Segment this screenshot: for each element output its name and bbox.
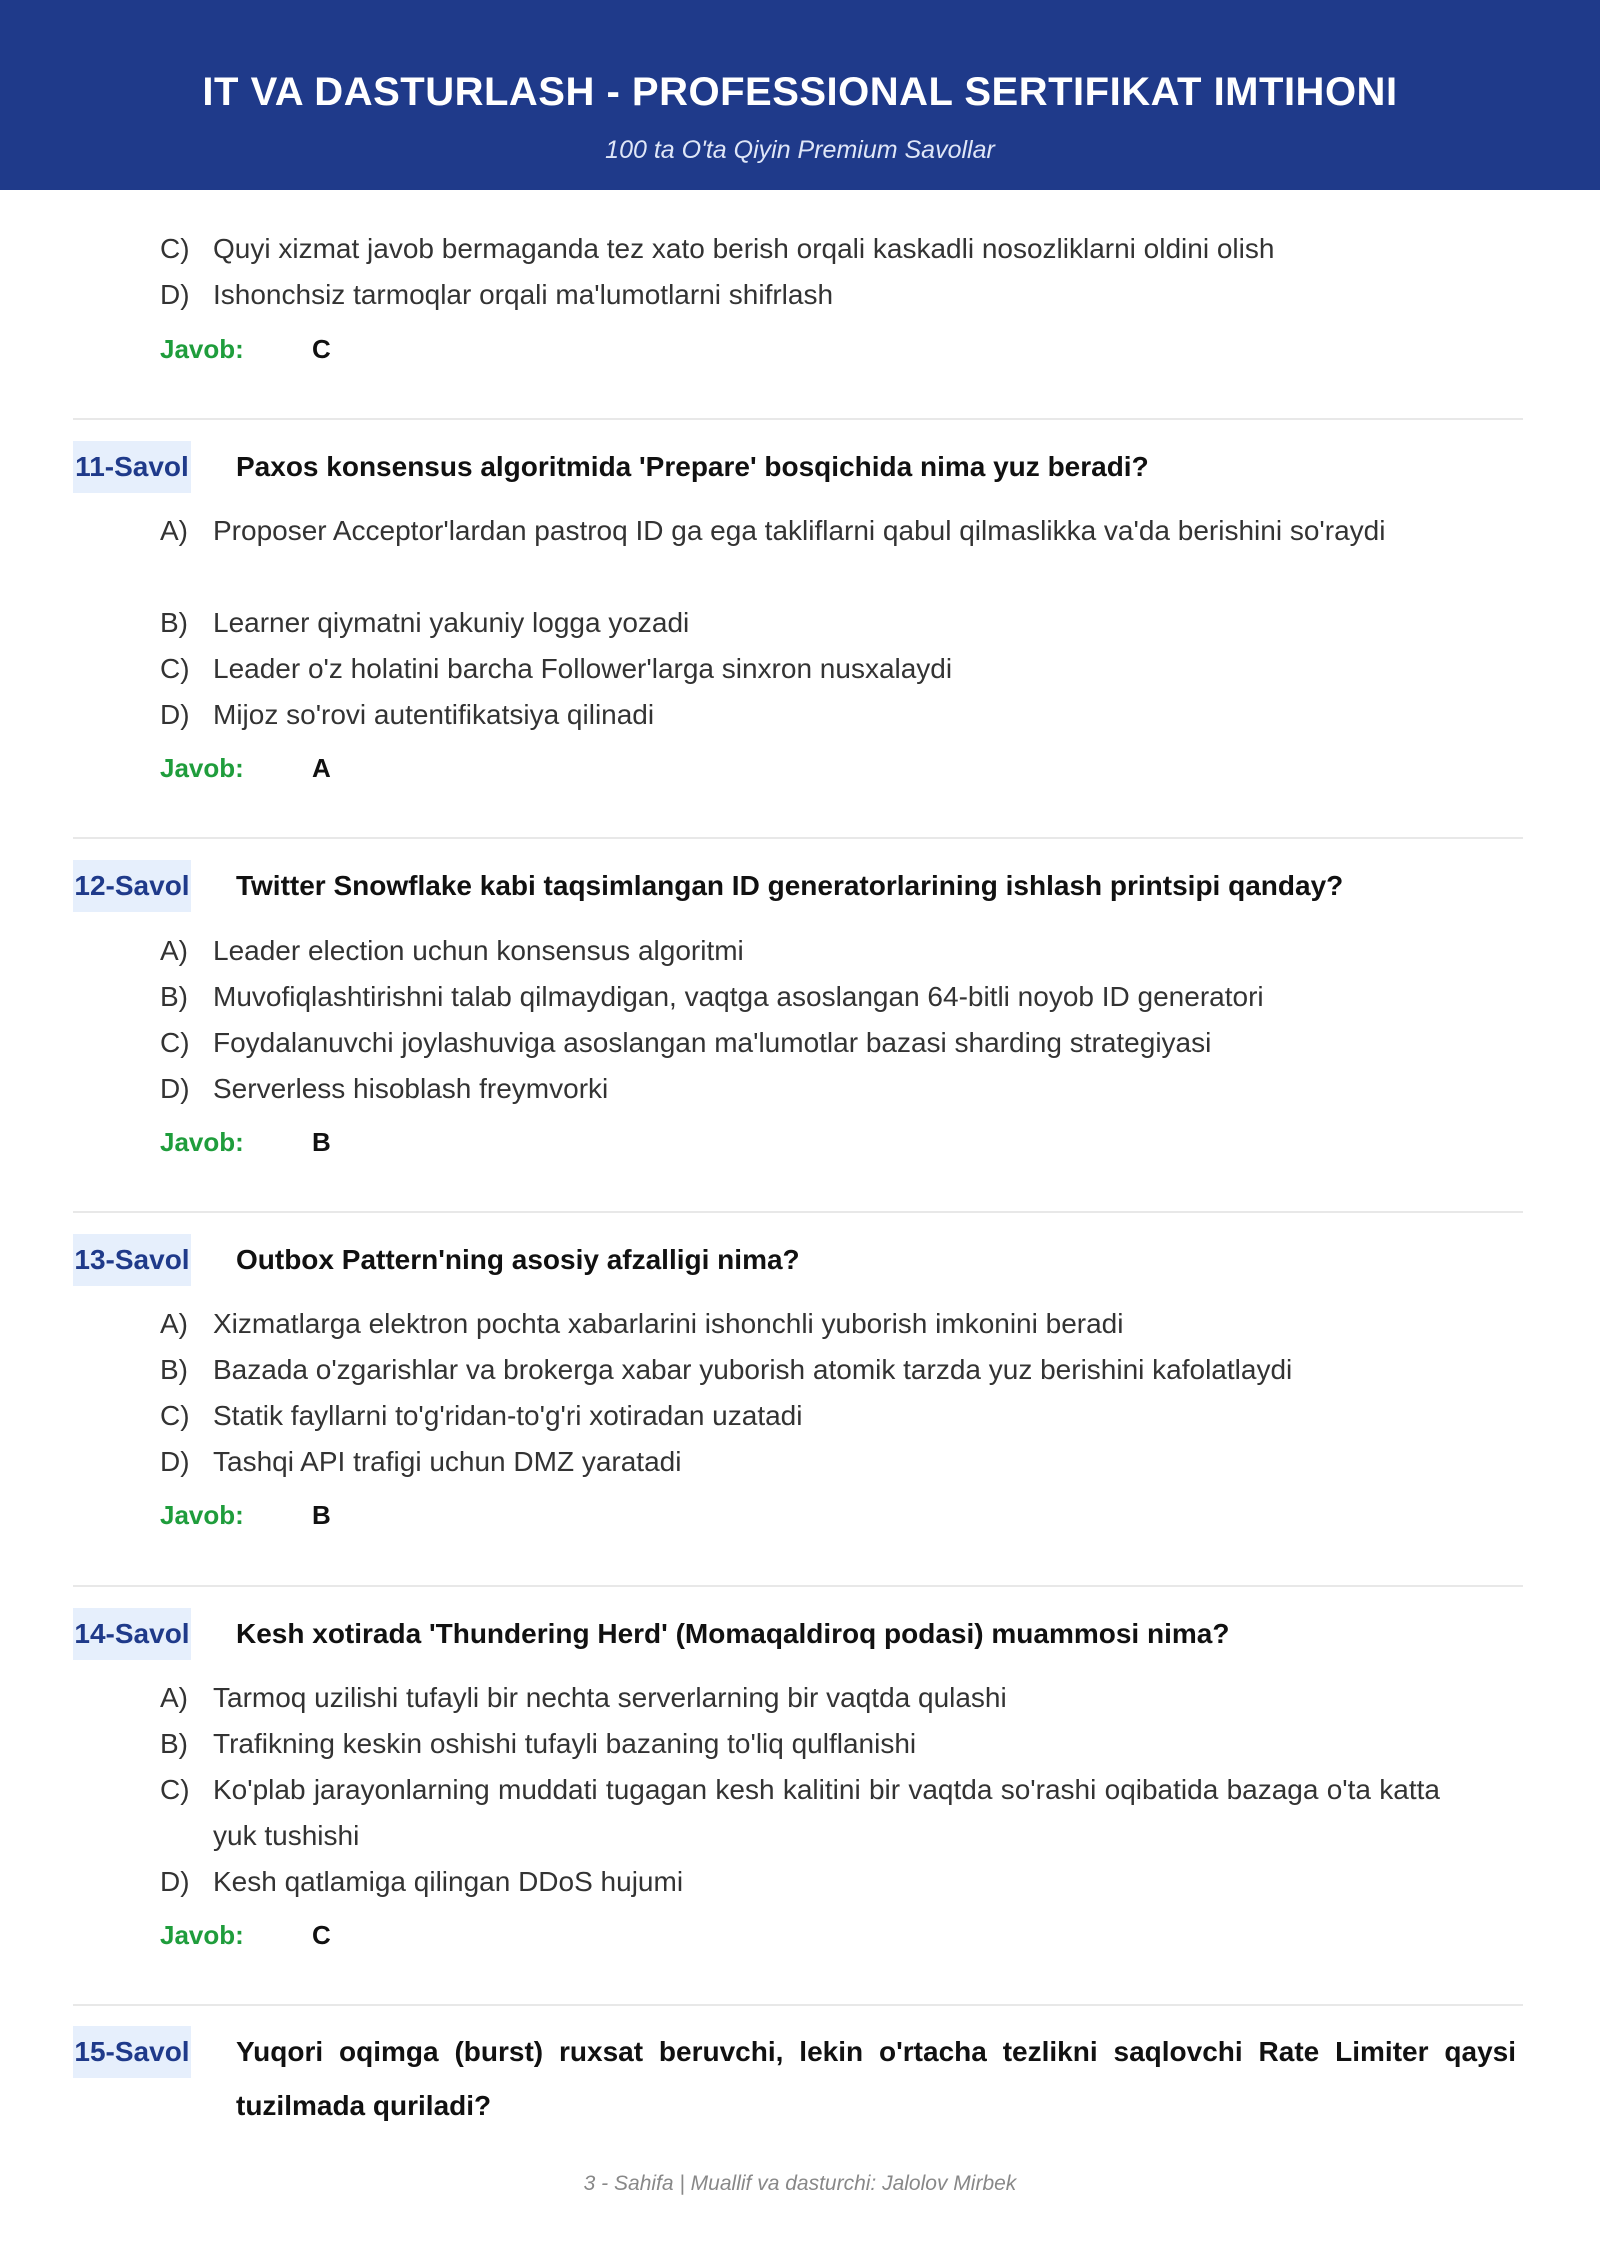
question-text: Outbox Pattern'ning asosiy afzalligi nima?: [236, 1244, 800, 1275]
option-letter: D): [160, 1073, 190, 1104]
document-subtitle: 100 ta O'ta Qiyin Premium Savollar: [605, 136, 995, 164]
option-text: Bazada o'zgarishlar va brokerga xabar yuborish atomik tarzda yuz berishini kafolatlaydi: [213, 1354, 1293, 1385]
option-letter: B): [160, 1354, 188, 1385]
option-text: Proposer Acceptor'lardan pastroq ID ga ega takliflarni qabul qilmaslikka va'da berishini so'raydi: [213, 515, 1386, 546]
option-text: Kesh qatlamiga qilingan DDoS hujumi: [213, 1866, 684, 1897]
option-b: [160, 600, 1440, 646]
option-a: [160, 508, 1440, 554]
option-c: [160, 646, 1440, 692]
option-c: [160, 1767, 1440, 1859]
option-letter: B): [160, 607, 188, 638]
option-d: [160, 1066, 1440, 1112]
answer-label: Javob:: [160, 1127, 244, 1157]
option-c: [160, 1020, 1440, 1066]
option-letter: D): [160, 699, 190, 730]
answer-value: C: [312, 334, 331, 364]
answer-value: A: [312, 753, 331, 783]
option-text: Ko'plab jarayonlarning muddati tugagan kesh kalitini bir vaqtda so'rashi oqibatida bazaga o'ta katta yuk tushishi: [213, 1774, 1440, 1851]
page-header: [0, 0, 1600, 190]
question-text: Kesh xotirada 'Thundering Herd' (Momaqaldiroq podasi) muammosi nima?: [236, 1618, 1230, 1649]
option-letter: C): [160, 653, 190, 684]
divider: [73, 1585, 1523, 1587]
question-text: Yuqori oqimga (burst) ruxsat beruvchi, lekin o'rtacha tezlikni saqlovchi Rate Limiter qaysi tuzilmada quriladi?: [236, 2036, 1516, 2121]
option-b: [160, 1347, 1440, 1393]
option-a: [160, 928, 1440, 974]
divider: [73, 1211, 1523, 1213]
option-d: [160, 1859, 1440, 1905]
divider: [73, 2004, 1523, 2006]
answer-label: Javob:: [160, 753, 244, 783]
option-d: [160, 272, 1440, 318]
question-text: Paxos konsensus algoritmida 'Prepare' bosqichida nima yuz beradi?: [236, 451, 1149, 482]
option-text: Serverless hisoblash freymvorki: [213, 1073, 609, 1104]
option-letter: C): [160, 1400, 190, 1431]
option-text: Foydalanuvchi joylashuviga asoslangan ma'lumotlar bazasi sharding strategiyasi: [213, 1027, 1212, 1058]
answer-value: C: [312, 1920, 331, 1950]
option-text: Trafikning keskin oshishi tufayli bazaning to'liq qulflanishi: [213, 1728, 917, 1759]
question-number-badge: 14-Savol: [73, 1608, 191, 1660]
question-number-badge: 15-Savol: [73, 2026, 191, 2078]
answer-label: Javob:: [160, 1500, 244, 1530]
option-letter: C): [160, 233, 190, 264]
answer-value: B: [312, 1127, 331, 1157]
option-d: [160, 692, 1440, 738]
option-text: Mijoz so'rovi autentifikatsiya qilinadi: [213, 699, 655, 730]
option-text: Quyi xizmat javob bermaganda tez xato berish orqali kaskadli nosozliklarni oldini olish: [213, 233, 1275, 264]
answer-label: Javob:: [160, 1920, 244, 1950]
option-text: Statik fayllarni to'g'ridan-to'g'ri xotiradan uzatadi: [213, 1400, 803, 1431]
option-letter: C): [160, 1027, 190, 1058]
question-number-badge: 13-Savol: [73, 1234, 191, 1286]
option-letter: A): [160, 935, 188, 966]
option-letter: A): [160, 515, 188, 546]
option-letter: B): [160, 1728, 188, 1759]
option-text: Ishonchsiz tarmoqlar orqali ma'lumotlarni shifrlash: [213, 279, 834, 310]
answer-label: Javob:: [160, 334, 244, 364]
divider: [73, 837, 1523, 839]
option-letter: B): [160, 981, 188, 1012]
option-c: [160, 226, 1440, 272]
option-letter: A): [160, 1682, 188, 1713]
option-a: [160, 1675, 1440, 1721]
option-text: Tarmoq uzilishi tufayli bir nechta serverlarning bir vaqtda qulashi: [213, 1682, 1007, 1713]
option-letter: D): [160, 1866, 190, 1897]
option-c: [160, 1393, 1440, 1439]
answer-value: B: [312, 1500, 331, 1530]
option-b: [160, 1721, 1440, 1767]
option-letter: A): [160, 1308, 188, 1339]
option-d: [160, 1439, 1440, 1485]
option-b: [160, 974, 1440, 1020]
option-a: [160, 1301, 1440, 1347]
question-text: Twitter Snowflake kabi taqsimlangan ID generatorlarining ishlash printsipi qanday?: [236, 870, 1344, 901]
divider: [73, 418, 1523, 420]
option-text: Tashqi API trafigi uchun DMZ yaratadi: [213, 1446, 682, 1477]
document-title: IT VA DASTURLASH - PROFESSIONAL SERTIFIKAT IMTIHONI: [202, 70, 1398, 114]
question-number-badge: 12-Savol: [73, 860, 191, 912]
page-footer: 3 - Sahifa | Muallif va dasturchi: Jalolov Mirbek: [583, 2172, 1017, 2195]
question-number-badge: 11-Savol: [73, 441, 191, 493]
option-letter: D): [160, 1446, 190, 1477]
option-letter: C): [160, 1774, 190, 1805]
option-letter: D): [160, 279, 190, 310]
option-text: Leader election uchun konsensus algoritmi: [213, 935, 744, 966]
option-text: Xizmatlarga elektron pochta xabarlarini ishonchli yuborish imkonini beradi: [213, 1308, 1124, 1339]
option-text: Learner qiymatni yakuniy logga yozadi: [213, 607, 690, 638]
option-text: Muvofiqlashtirishni talab qilmaydigan, vaqtga asoslangan 64-bitli noyob ID generatori: [213, 981, 1264, 1012]
option-text: Leader o'z holatini barcha Follower'larga sinxron nusxalaydi: [213, 653, 953, 684]
